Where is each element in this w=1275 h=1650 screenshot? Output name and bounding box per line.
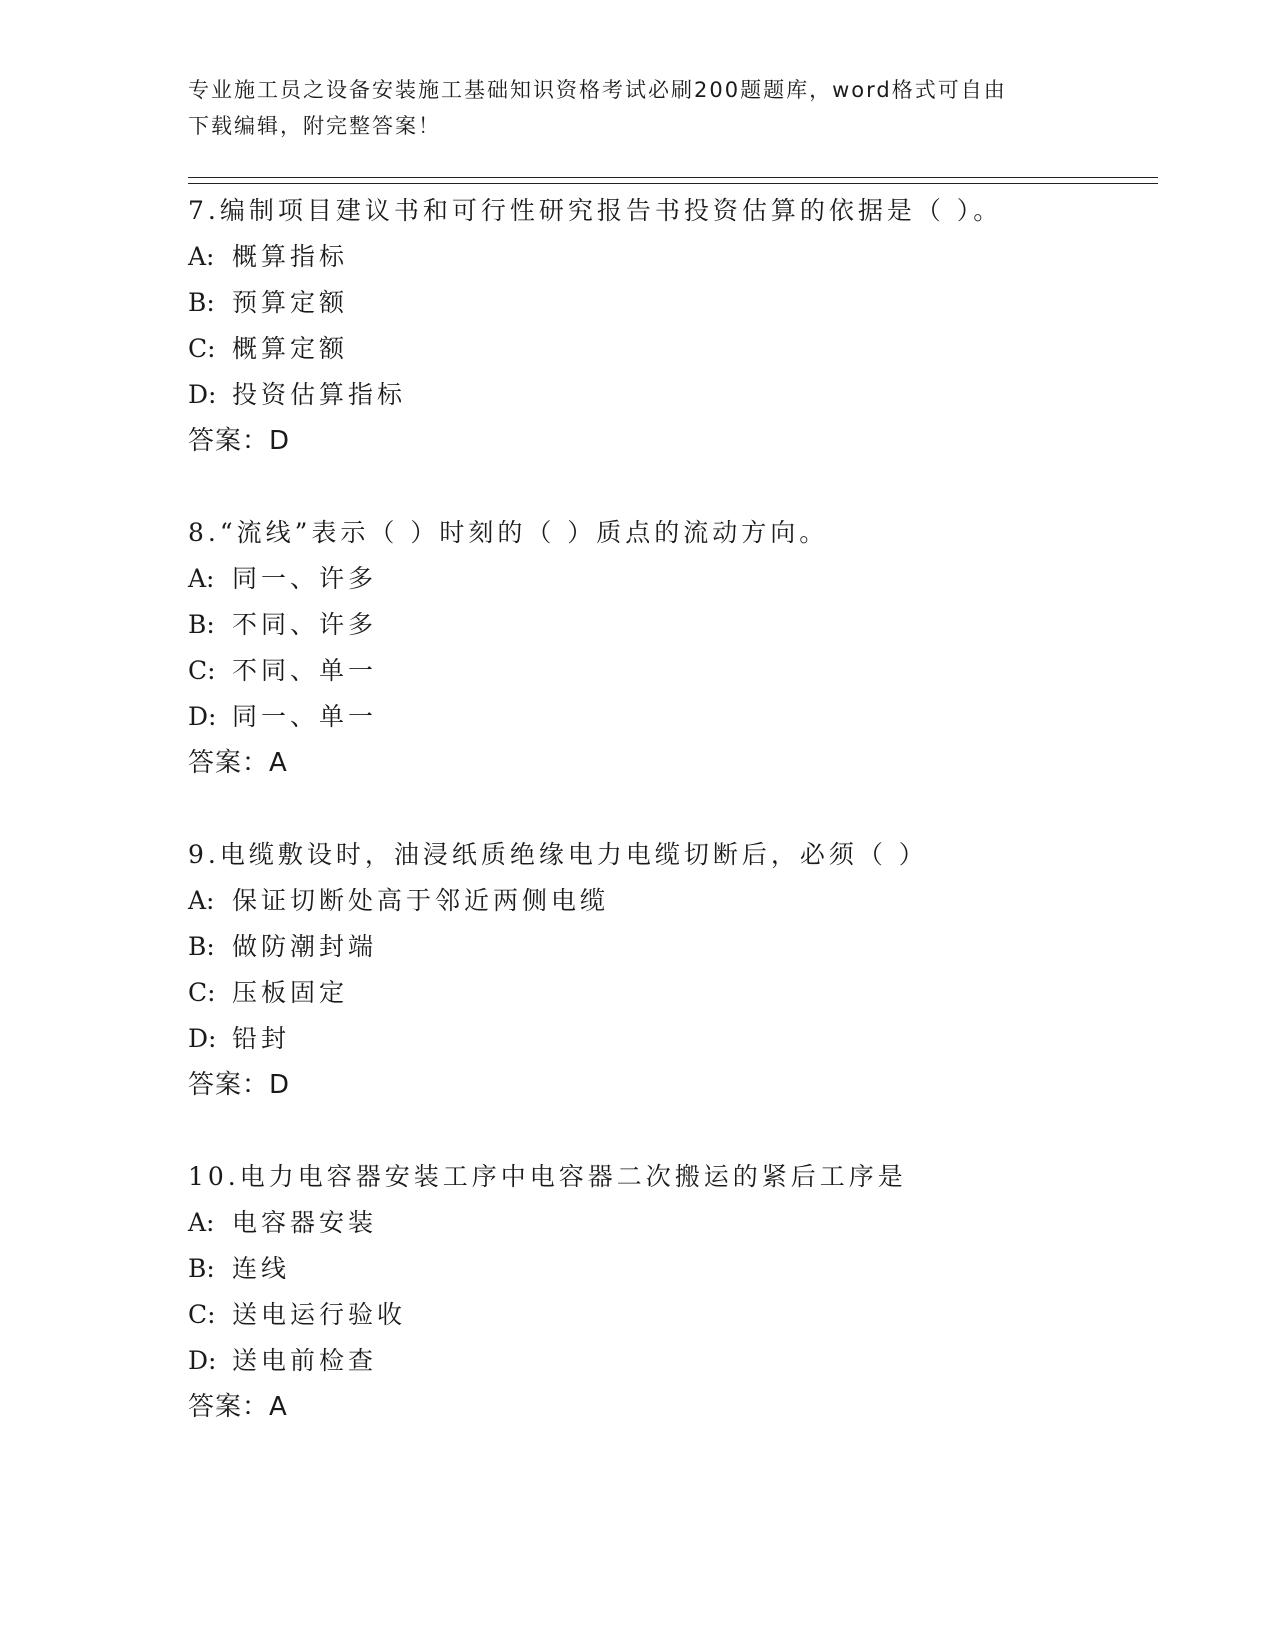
option-label: A: xyxy=(188,886,215,915)
option-label: C: xyxy=(188,978,216,1007)
question-stem: 8.“流线”表示（ ）时刻的（ ）质点的流动方向。 xyxy=(188,518,829,547)
option-label: B: xyxy=(188,610,215,639)
answer-line: 答案：D xyxy=(188,1070,291,1100)
option-text: 不同、单一 xyxy=(232,656,378,685)
option-label: A: xyxy=(188,1208,215,1237)
document-header xyxy=(188,72,1068,144)
option-label: A: xyxy=(188,242,215,271)
option-label: D: xyxy=(188,1024,217,1053)
option-text: 铅封 xyxy=(232,1024,291,1053)
answer-line: 答案：A xyxy=(188,1392,288,1422)
option-d xyxy=(188,694,1158,740)
option-text: 概算指标 xyxy=(232,242,349,271)
option-label: C: xyxy=(188,1300,216,1329)
header-divider-top xyxy=(188,177,1158,178)
header-line-2: 下载编辑，附完整答案！ xyxy=(188,114,441,138)
option-text: 不同、许多 xyxy=(232,610,378,639)
option-text: 做防潮封端 xyxy=(232,932,378,961)
option-b xyxy=(188,602,1158,648)
option-label: C: xyxy=(188,334,216,363)
option-label: A: xyxy=(188,564,215,593)
header-line-1: 专业施工员之设备安装施工基础知识资格考试必刷200题题库，word格式可自由 xyxy=(188,78,1007,102)
option-text: 送电前检查 xyxy=(232,1346,378,1375)
option-text: 同一、许多 xyxy=(232,564,378,593)
question-stem: 7.编制项目建议书和可行性研究报告书投资估算的依据是（ ）。 xyxy=(188,196,1003,225)
option-d xyxy=(188,1016,1158,1062)
option-label: D: xyxy=(188,702,217,731)
header-divider-bottom xyxy=(188,183,1158,184)
option-label: B: xyxy=(188,288,215,317)
option-c xyxy=(188,648,1158,694)
option-text: 投资估算指标 xyxy=(232,380,407,409)
option-text: 预算定额 xyxy=(232,288,349,317)
option-a xyxy=(188,556,1158,602)
option-text: 概算定额 xyxy=(232,334,349,363)
option-label: C: xyxy=(188,656,216,685)
option-label: D: xyxy=(188,1346,217,1375)
option-d xyxy=(188,1338,1158,1384)
question-stem: 9.电缆敷设时，油浸纸质绝缘电力电缆切断后，必须（ ） xyxy=(188,840,928,869)
option-c xyxy=(188,1292,1158,1338)
option-b xyxy=(188,280,1158,326)
question-9 xyxy=(188,832,1158,1108)
option-text: 压板固定 xyxy=(232,978,349,1007)
question-8 xyxy=(188,510,1158,786)
option-text: 同一、单一 xyxy=(232,702,378,731)
answer-line: 答案：A xyxy=(188,748,288,778)
option-a xyxy=(188,878,1158,924)
option-d xyxy=(188,372,1158,418)
option-b xyxy=(188,1246,1158,1292)
option-text: 保证切断处高于邻近两侧电缆 xyxy=(232,886,610,915)
option-text: 连线 xyxy=(232,1254,291,1283)
option-a xyxy=(188,234,1158,280)
option-c xyxy=(188,970,1158,1016)
answer-line: 答案：D xyxy=(188,426,291,456)
question-list xyxy=(188,188,1158,1476)
option-label: B: xyxy=(188,1254,215,1283)
option-text: 送电运行验收 xyxy=(232,1300,407,1329)
option-label: B: xyxy=(188,932,215,961)
question-10 xyxy=(188,1154,1158,1430)
option-b xyxy=(188,924,1158,970)
option-text: 电容器安装 xyxy=(232,1208,378,1237)
option-c xyxy=(188,326,1158,372)
option-label: D: xyxy=(188,380,217,409)
question-7 xyxy=(188,188,1158,464)
option-a xyxy=(188,1200,1158,1246)
question-stem: 10.电力电容器安装工序中电容器二次搬运的紧后工序是 xyxy=(188,1162,907,1191)
